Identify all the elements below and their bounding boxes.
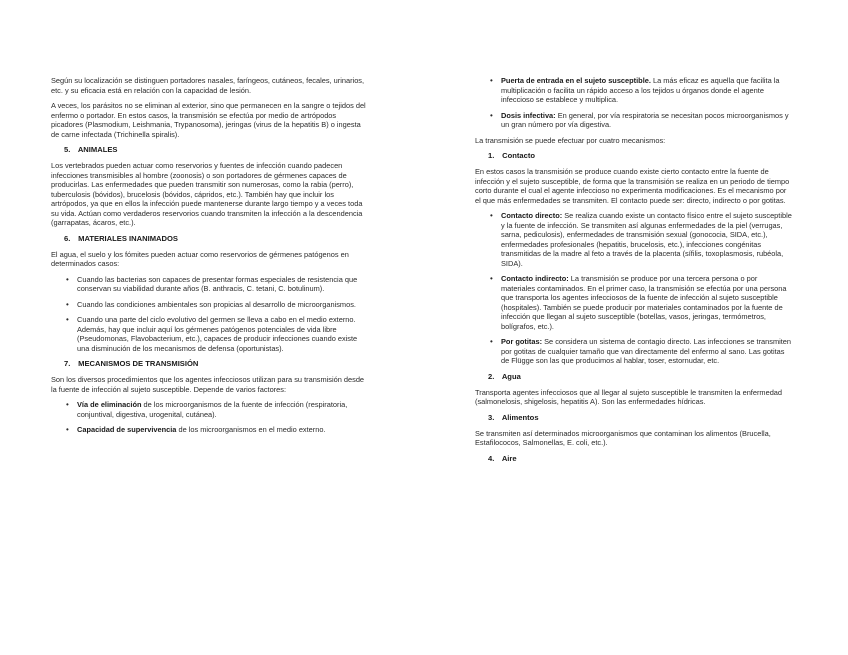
section-title: Agua [501, 371, 521, 381]
section-title: Contacto [502, 151, 536, 160]
section-number: 2. [488, 371, 495, 381]
list-item: • Cuando una parte del ciclo evolutivo del germen se lleva a cabo en el medio externo. Además, hay que incluir aquí los gérmenes patógenos potenciales de vida libre (Pseudomonas, Flavobacterium, etc.), capaces de producir infecciones cuando existe una disminución de los mecanismos de defensa (oportunistas). [66, 315, 358, 353]
paragraph: En estos casos la transmisión se produce cuando existe cierto contacto entre la fuente de infección y el sujeto susceptible, de forma que la transmisión se realiza en un periodo de tiempo corto durante el cual el agente infeccioso no experimenta modificaciones. Es el mecanismo por el que más enfermedades se transmiten. El contacto puede ser: directo, indirecto o por gotitas. [475, 167, 790, 205]
section-number: 3. [488, 412, 495, 422]
paragraph: Transporta agentes infecciosos que al llegar al sujeto susceptible le transmiten la enfermedad (salmonelosis, shigelosis, hepatitis A). Son las enfermedades hídricas. [475, 387, 783, 406]
section-title: MATERIALES INANIMADOS [78, 233, 178, 243]
section-number: 5. [64, 145, 71, 154]
section-title: ANIMALES [77, 145, 118, 154]
section-title: Aire [501, 453, 517, 463]
paragraph: El agua, el suelo y los fómites pueden actuar como reservorios de gérmenes patógenos en determinados casos: [51, 249, 349, 268]
list-item: • Dosis infectiva: En general, por vía respiratoria se necesitan pocos microorganismos y un gran número por vía digestiva. [490, 110, 789, 129]
list-item: • Puerta de entrada en el sujeto susceptible. La más eficaz es aquella que facilita la multiplicación o facilita un rápido acceso a los tejidos u órganos donde el agente infeccioso se establece y multiplica. [490, 76, 780, 104]
list-item: • Por gotitas: Se considera un sistema de contagio directo. Las infecciones se transmiten por gotitas de cualquier tamaño que van directamente del enfermo al sano. Las gotitas de Flügge son las que producimos al hablar, toser, estornudar, etc. [490, 337, 792, 365]
list-item: • Contacto indirecto: La transmisión se produce por una tercera persona o por materiales contaminados. En el primer caso, la transmisión se efectúa por una persona que transporta los agentes infecciosos de la fuente de infección al sujeto susceptible (hospitales). También se puede producir por materiales contaminados por la fuente de infección que llegan al sujeto susceptible (botellas, vasos, jeringas, termómetros, bolígrafos, etc.). [490, 274, 787, 331]
list-item: • Cuando las bacterias son capaces de presentar formas especiales de resistencia que conservan su viabilidad durante años (B. anthracis, C. tetani, C. botulinum). [66, 274, 358, 293]
paragraph: Se transmiten así determinados microorganismos que contaminan los alimentos (Brucella, Estafilococos, Salmonellas, E. coli, etc.). [475, 428, 771, 447]
section-title: MECANISMOS DE TRANSMISIÓN [78, 359, 199, 368]
section-number: 6. [64, 233, 71, 243]
left-column [51, 76, 368, 441]
right-column [475, 76, 793, 470]
paragraph: La transmisión se puede efectuar por cuatro mecanismos: [475, 135, 666, 145]
bullet-icon: • [66, 299, 69, 309]
list-item: • Capacidad de supervivencia de los microorganismos en el medio externo. [66, 425, 326, 434]
subsection-heading-alimentos [488, 413, 793, 423]
bullet-icon: • [490, 211, 493, 220]
list-item: • Cuando las condiciones ambientales son propicias al desarrollo de microorganismos. [66, 299, 356, 309]
section-title: Alimentos [501, 412, 539, 422]
bullet-icon: • [66, 400, 69, 409]
section-heading-mecanismos [64, 359, 368, 369]
section-number: 7. [64, 359, 71, 368]
section-number: 4. [488, 453, 495, 463]
bullet-icon: • [490, 274, 493, 283]
bullet-icon: • [66, 274, 69, 284]
section-number: 1. [488, 151, 495, 160]
section-heading-animales [64, 145, 368, 155]
paragraph: Son los diversos procedimientos que los agentes infecciosos utilizan para su transmisión desde la fuente de infección al sujeto susceptible. Depende de varios factores: [51, 375, 365, 394]
subsection-heading-agua [488, 372, 793, 382]
bullet-icon: • [490, 76, 493, 85]
bullet-icon: • [490, 110, 493, 120]
paragraph: Según su localización se distinguen portadores nasales, faríngeos, cutáneos, fecales, urinarios, etc. y su eficacia está en relación con la capacidad de lesión. [51, 76, 365, 95]
subsection-heading-contacto [488, 151, 793, 161]
bullet-icon: • [490, 337, 493, 346]
list-item: • Contacto directo: Se realiza cuando existe un contacto físico entre el sujeto susceptible y la fuente de infección. Se transmiten así algunas enfermedades de la piel (verrugas, sarna, pediculosis), enfermedades de transmisión sexual (gonococia, SIDA, etc.), enfermedades profesionales (hepatitis, brucelosis, etc.), infecciones congénitas transmitidas de la madre al feto a través de la placenta (sífilis, toxoplasmosis, rubéola, SIDA). [490, 211, 792, 268]
bullet-icon: • [66, 425, 69, 434]
paragraph: Los vertebrados pueden actuar como reservorios y fuentes de infección cuando padecen infecciones transmisibles al hombre (zoonosis) o son portadores de gérmenes capaces de producirlas. Las enfermedades que pueden transmitir son numerosas, como la rabia (perro), tuberculosis (bóvidos), brucelosis (bóvidos, cápridos, etc.). También hay que incluir los artrópodos, ya que en ellos la infección puede mantenerse durante largo tiempo y a veces toda su vida. Actúan como verdaderos reservorios cuando transmiten la infección a la descendencia (garrapatas, ácaros, etc.). [51, 161, 363, 227]
section-heading-materiales [64, 234, 368, 244]
paragraph: A veces, los parásitos no se eliminan al exterior, sino que permanecen en la sangre o tejidos del enfermo o portador. En estos casos, la transmisión se efectúa por medio de artrópodos picadores (Plasmodium, Leishmania, Trypanosoma), jeringas (virus de la hepatitis B) o ingesta de carne infectada (Trichinella spiralis). [51, 101, 366, 139]
bullet-list [51, 275, 368, 354]
bullet-list [51, 400, 368, 435]
bullet-list [475, 211, 793, 366]
list-item: • Vía de eliminación de los microorganismos de la fuente de infección (respiratoria, conjuntival, digestiva, urogenital, cutánea). [66, 400, 348, 419]
bullet-list [475, 76, 793, 130]
bullet-icon: • [66, 315, 69, 324]
subsection-heading-aire [488, 454, 793, 464]
